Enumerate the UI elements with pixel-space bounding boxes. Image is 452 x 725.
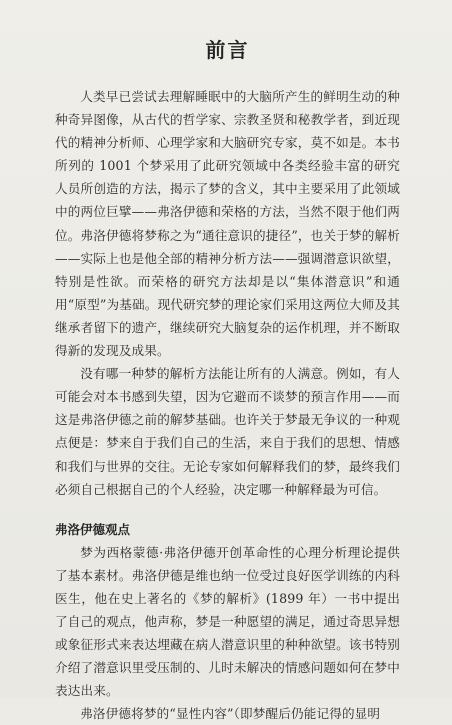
section-heading: 弗洛伊德观点 — [55, 521, 131, 537]
section-paragraph: 梦为西格蒙德·弗洛伊德开创革命性的心理分析理论提供了基本素材。弗洛伊德是维也纳一位受过良好医学训练的内科医生，他在史上著名的《梦的解析》(1899 年）一书中提出了自己的观点，他声称，梦是一种愿望的满足，通过奇思异想或象征形式来表达埋藏在病人潜意识里的种种欲望。该书特别介绍了潜意识里受压制的、儿时未解决的情感问题如何在梦中表达出来。 — [55, 544, 400, 699]
page-title: 前言 — [205, 38, 250, 62]
body-paragraph: 没有哪一种梦的解析方法能让所有的人满意。例如，有人可能会对本书感到失望，因为它避而不谈梦的预言作用——而这是弗洛伊德之前的解梦基础。也许关于梦最无争议的一种观点便是：梦来自于我们自己的生活，来自于我们的思想、情感和我们与世界的交往。无论专家如何解释我们的梦，最终我们必须自己根据自己的个人经验，决定哪一种解释最为可信。 — [55, 366, 400, 497]
body-paragraph: 人类早已尝试去理解睡眠中的大脑所产生的鲜明生动的种种奇异图像，从古代的哲学家、宗教圣贤和秘教学者，到近现代的精神分析师、心理学家和大脑研究专家，莫不如是。本书所列的 1001 个梦采用了此研究领域中各类经验丰富的研究人员所创造的方法，揭示了梦的含义，其中主要采用了此领域中的两位巨擘——弗洛伊德和荣格的方法，当然不限于他们两位。弗洛伊德将梦称之为“通往意识的捷径”，也关于梦的解析——实际上也是他全部的精神分析方法——强调潜意识欲望，特别是性欲。而荣格的研究方法却是以“集体潜意识”和通用“原型”为基础。现代研究梦的理论家们采用这两位大师及其继承者留下的遗产，继续研究大脑复杂的运作机理，并不断取得新的发现及成果。 — [55, 89, 400, 359]
section-paragraph: 弗洛伊德将梦的“显性内容”（即梦醒后仍能记得的显明 — [80, 706, 381, 722]
